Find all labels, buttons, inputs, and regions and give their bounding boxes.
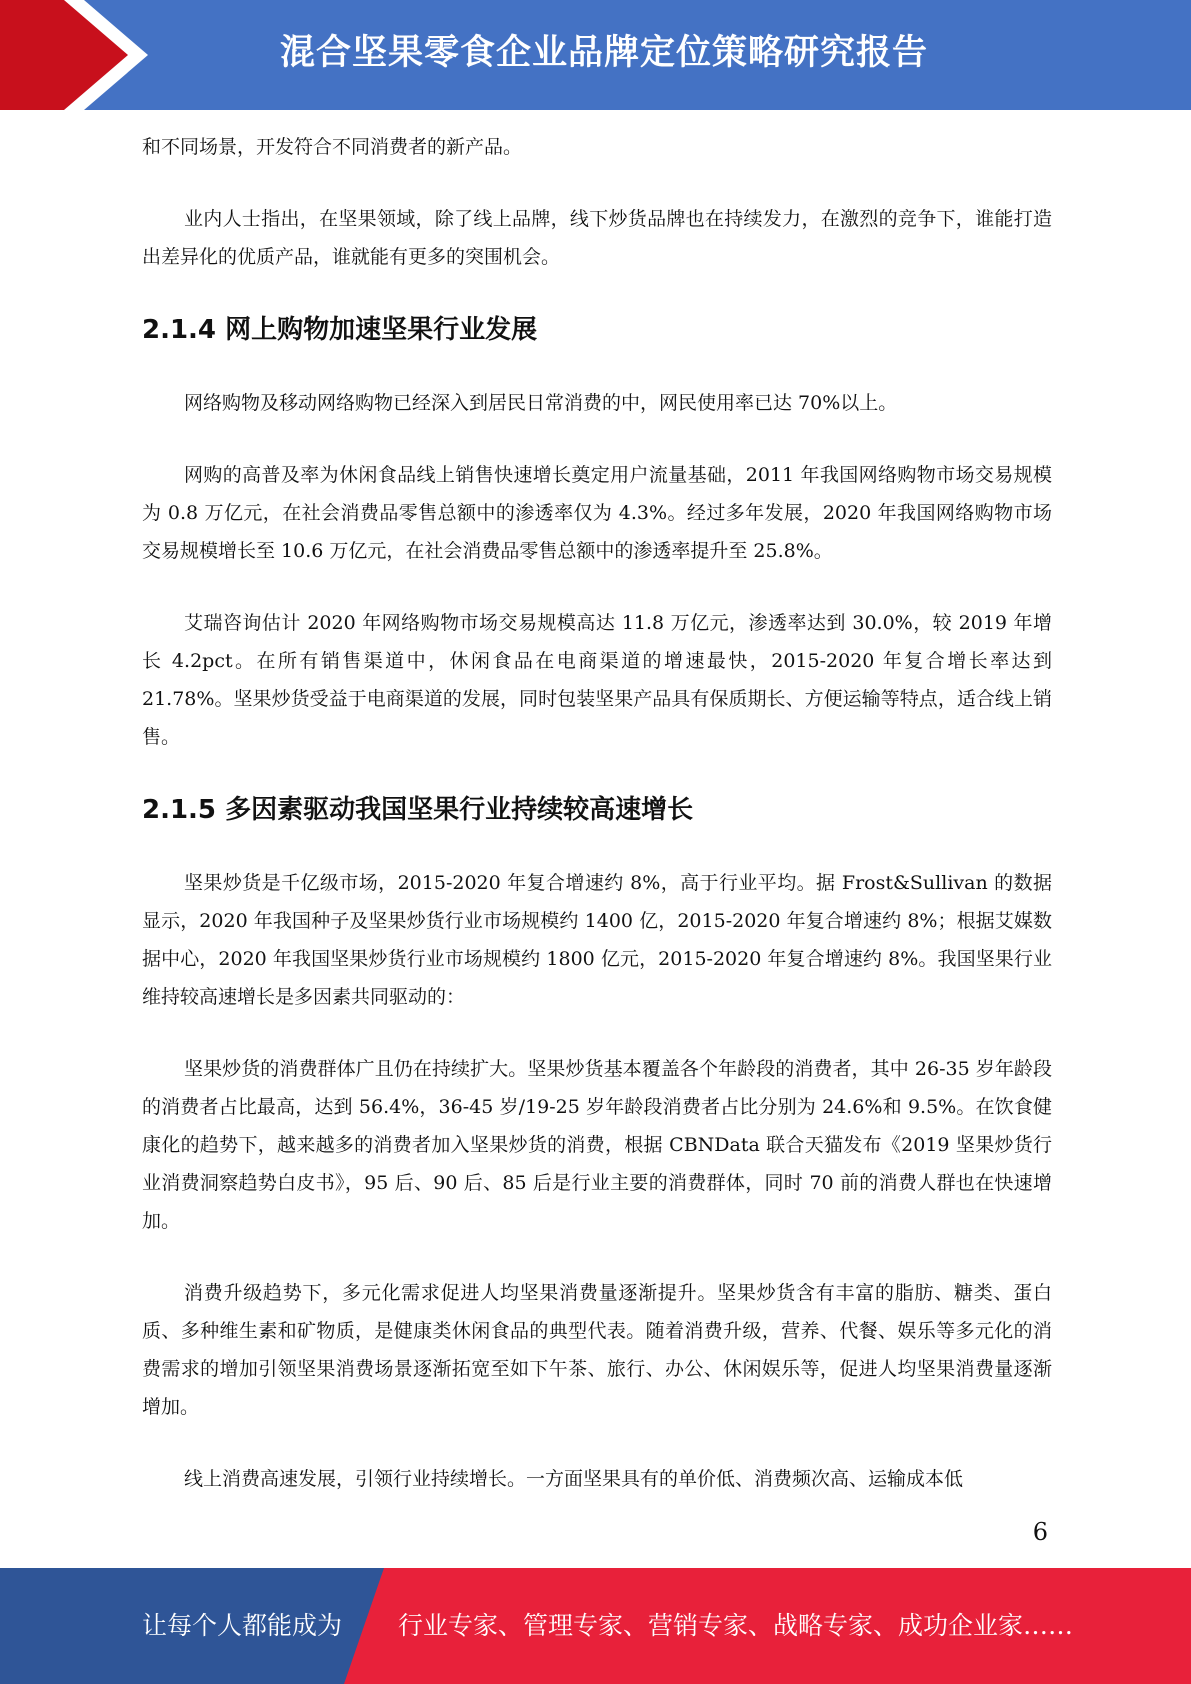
page-header	[0, 0, 1191, 110]
header-chevron-decoration	[0, 0, 160, 110]
section-heading: 2.1.4 网上购物加速坚果行业发展	[142, 315, 538, 345]
page-footer	[0, 1568, 1191, 1684]
footer-slogan-left: 让每个人都能成为	[142, 1611, 343, 1640]
paragraph: 消费升级趋势下，多元化需求促进人均坚果消费量逐渐提升。坚果炒货含有丰富的脂肪、糖类、蛋白质、多种维生素和矿物质，是健康类休闲食品的典型代表。随着消费升级，营养、代餐、娱乐等多元化的消费需求的增加引领坚果消费场景逐渐拓宽至如下午茶、旅行、办公、休闲娱乐等，促进人均坚果消费量逐渐增加。	[142, 1282, 1052, 1418]
paragraph: 线上消费高速发展，引领行业持续增长。一方面坚果具有的单价低、消费频次高、运输成本低	[184, 1468, 964, 1490]
paragraph: 坚果炒货的消费群体广且仍在持续扩大。坚果炒货基本覆盖各个年龄段的消费者，其中 26-35 岁年龄段的消费者占比最高，达到 56.4%，36-45 岁/19-25 岁年龄段消费者占比分别为 24.6%和 9.5%。在饮食健康化的趋势下，越来越多的消费者加入坚果炒货的消费，根据 CBNData 联合天猫发布《2019 坚果炒货行业消费洞察趋势白皮书》，95 后、90 后、85 后是行业主要的消费群体，同时 70 前的消费人群也在快速增加。	[142, 1058, 1052, 1232]
paragraph: 艾瑞咨询估计 2020 年网络购物市场交易规模高达 11.8 万亿元，渗透率达到 30.0%，较 2019 年增长 4.2pct。在所有销售渠道中，休闲食品在电商渠道的增速最快，2015-2020 年复合增长率达到 21.78%。坚果炒货受益于电商渠道的发展，同时包装坚果产品具有保质期长、方便运输等特点，适合线上销售。	[142, 612, 1052, 748]
main-content	[142, 128, 1052, 1532]
document-title: 混合坚果零食企业品牌定位策略研究报告	[280, 33, 929, 73]
paragraph: 网络购物及移动网络购物已经深入到居民日常消费的中，网民使用率已达 70%以上。	[184, 392, 898, 414]
paragraph: 业内人士指出，在坚果领域，除了线上品牌，线下炒货品牌也在持续发力，在激烈的竞争下，谁能打造出差异化的优质产品，谁就能有更多的突围机会。	[142, 208, 1052, 268]
paragraph: 和不同场景，开发符合不同消费者的新产品。	[142, 136, 523, 158]
section-heading: 2.1.5 多因素驱动我国坚果行业持续较高速增长	[142, 795, 694, 825]
paragraph: 网购的高普及率为休闲食品线上销售快速增长奠定用户流量基础，2011 年我国网络购物市场交易规模为 0.8 万亿元，在社会消费品零售总额中的渗透率仅为 4.3%。经过多年发展，2020 年我国网络购物市场交易规模增长至 10.6 万亿元，在社会消费品零售总额中的渗透率提升至 25.8%。	[142, 464, 1052, 562]
paragraph: 坚果炒货是千亿级市场，2015-2020 年复合增速约 8%，高于行业平均。据 Frost&Sullivan 的数据显示，2020 年我国种子及坚果炒货行业市场规模约 1400 亿，2015-2020 年复合增速约 8%；根据艾媒数据中心，2020 年我国坚果炒货行业市场规模约 1800 亿元，2015-2020 年复合增速约 8%。我国坚果行业维持较高速增长是多因素共同驱动的：	[142, 872, 1052, 1008]
footer-slogan-right: 行业专家、管理专家、营销专家、战略专家、成功企业家……	[398, 1611, 1074, 1640]
page-number: 6	[1032, 1518, 1048, 1546]
